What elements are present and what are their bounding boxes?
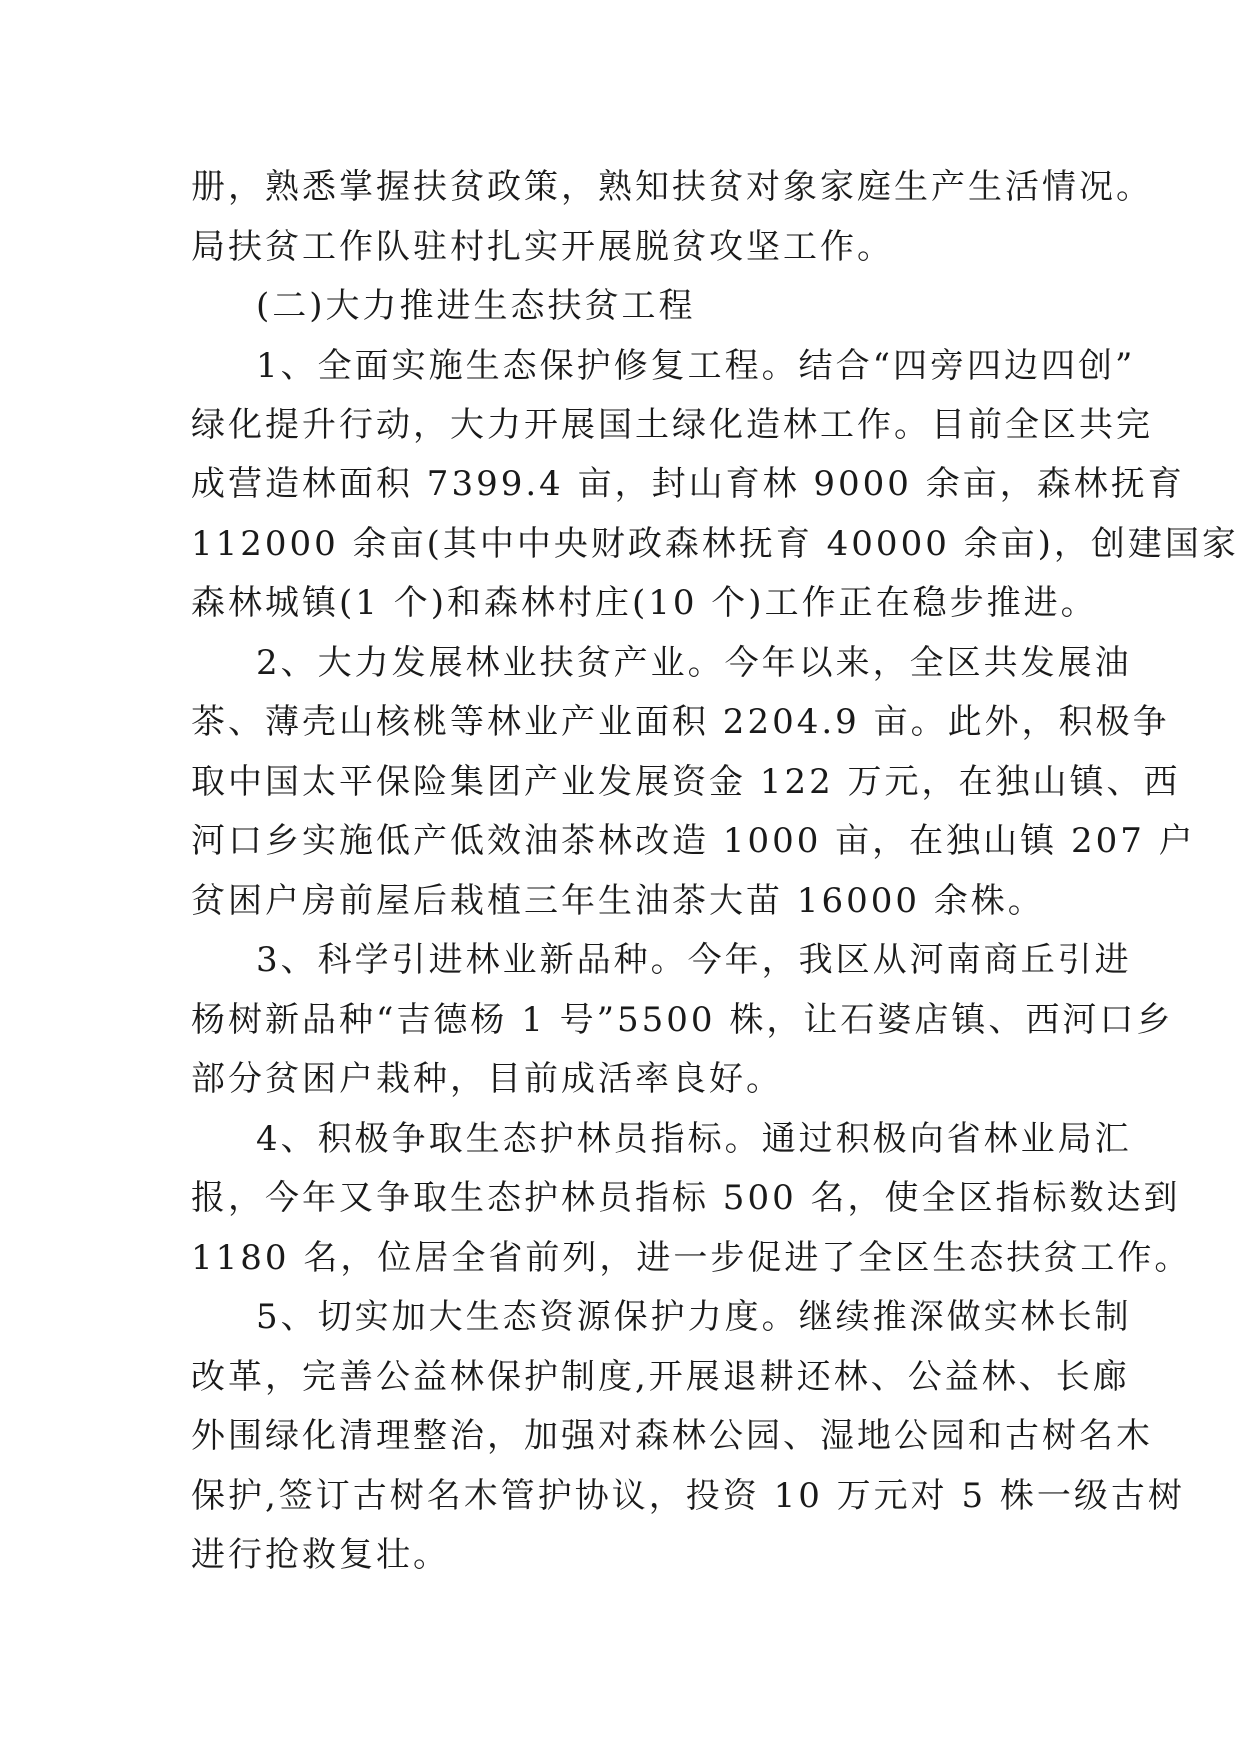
text-line-2: 局扶贫工作队驻村扎实开展脱贫攻坚工作。 [191, 227, 894, 267]
text-line-23: 保护,签订古树名木管护协议，投资 10 万元对 5 株一级古树 [191, 1476, 1185, 1516]
text-line-17: 4、积极争取生态护林员指标。通过积极向省林业局汇 [256, 1119, 1132, 1159]
text-line-15: 杨树新品种“吉德杨 1 号”5500 株，让石婆店镇、西河口乡 [191, 1000, 1174, 1040]
text-line-18: 报，今年又争取生态护林员指标 500 名，使全区指标数达到 [191, 1178, 1181, 1218]
text-line-19: 1180 名，位居全省前列，进一步促进了全区生态扶贫工作。 [191, 1238, 1192, 1278]
text-line-20: 5、切实加大生态资源保护力度。继续推深做实林长制 [256, 1297, 1132, 1337]
text-line-1: 册，熟悉掌握扶贫政策，熟知扶贫对象家庭生产生活情况。 [191, 167, 1153, 207]
text-line-11: 取中国太平保险集团产业发展资金 122 万元，在独山镇、西 [191, 762, 1181, 802]
text-line-14: 3、科学引进林业新品种。今年，我区从河南商丘引进 [256, 940, 1132, 980]
text-line-6: 成营造林面积 7399.4 亩，封山育林 9000 余亩，森林抚育 [191, 464, 1185, 504]
text-line-24: 进行抢救复壮。 [191, 1535, 450, 1575]
text-line-12: 河口乡实施低产低效油茶林改造 1000 亩，在独山镇 207 户 [191, 821, 1196, 861]
text-line-16: 部分贫困户栽种，目前成活率良好。 [191, 1059, 783, 1099]
text-line-22: 外围绿化清理整治，加强对森林公园、湿地公园和古树名木 [191, 1416, 1153, 1456]
text-line-10: 茶、薄壳山核桃等林业产业面积 2204.9 亩。此外，积极争 [191, 702, 1170, 742]
text-line-7: 112000 余亩(其中中央财政森林抚育 40000 余亩)，创建国家 [191, 524, 1239, 564]
section-heading: (二)大力推进生态扶贫工程 [256, 286, 696, 326]
text-line-5: 绿化提升行动，大力开展国土绿化造林工作。目前全区共完 [191, 405, 1153, 445]
text-line-13: 贫困户房前屋后栽植三年生油茶大苗 16000 余株。 [191, 881, 1045, 921]
text-line-8: 森林城镇(1 个)和森林村庄(10 个)工作正在稳步推进。 [191, 583, 1098, 623]
text-line-21: 改革，完善公益林保护制度,开展退耕还林、公益林、长廊 [191, 1357, 1130, 1397]
text-line-9: 2、大力发展林业扶贫产业。今年以来，全区共发展油 [256, 643, 1132, 683]
text-line-4: 1、全面实施生态保护修复工程。结合“四旁四边四创” [256, 346, 1136, 386]
